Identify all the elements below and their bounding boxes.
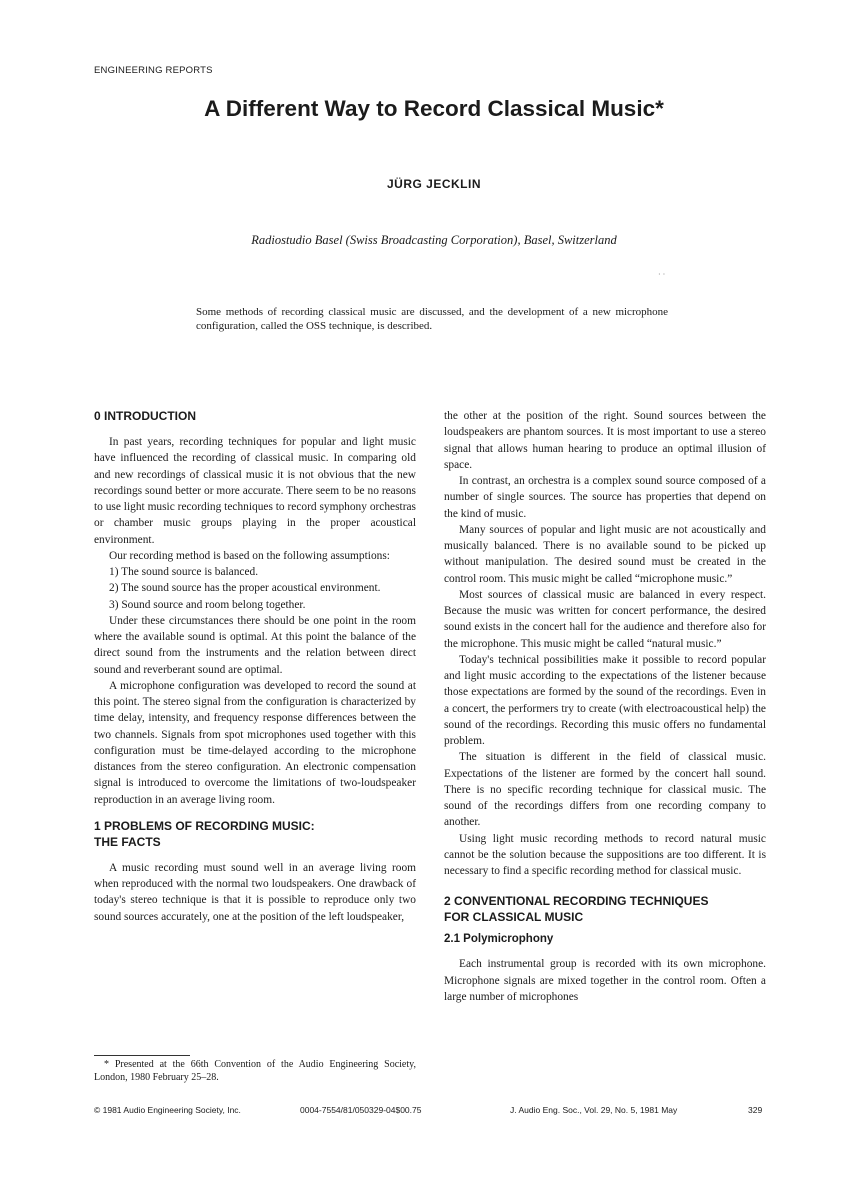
abstract: Some methods of recording classical music are discussed, and the development of a new microphone configuration, called the OSS technique, is described.: [196, 306, 668, 332]
assumption-item: 2) The sound source has the proper acoustical environment.: [109, 582, 381, 595]
footer-page-number: 329: [748, 1105, 763, 1115]
section-label: ENGINEERING REPORTS: [94, 65, 213, 76]
stray-mark: · ·: [658, 270, 666, 279]
paragraph: In contrast, an orchestra is a complex sound source composed of a number of single sources. The source has properties that depend on the kind of music.: [444, 475, 766, 520]
paper-title: A Different Way to Record Classical Music*: [204, 96, 664, 121]
section-heading-problems: [94, 818, 416, 850]
paragraph: the other at the position of the right. Sound sources between the loudspeakers are phantom sources. It is most important to use a stereo signal that allows human hearing to produce an optimal illusion of space.: [444, 410, 766, 471]
section-heading-introduction: 0 INTRODUCTION: [94, 409, 196, 423]
paragraph: Many sources of popular and light music are not acoustically and musically balanced. There is no available sound to be picked up without manipulation. The desired sound must be created in the control room. This music might be called “microphone music.”: [444, 523, 766, 585]
author-affiliation: Radiostudio Basel (Swiss Broadcasting Corporation), Basel, Switzerland: [251, 233, 617, 247]
footer-code: 0004-7554/81/050329-04$00.75: [300, 1105, 422, 1115]
footnote-rule: [94, 1055, 190, 1056]
left-column: [94, 408, 416, 925]
footnote: [94, 1059, 416, 1084]
paragraph: Most sources of classical music are balanced in every respect. Because the music was written for concert performance, the desired sound exists in the concert hall for the audience and therefore also for the microphone. This music might be called “natural music.”: [444, 588, 766, 650]
paragraph: Our recording method is based on the following assumptions:: [109, 549, 390, 562]
assumption-item: 1) The sound source is balanced.: [109, 566, 259, 578]
heading-line: FOR CLASSICAL MUSIC: [444, 910, 584, 925]
subsection-heading-polymicrophony: 2.1 Polymicrophony: [444, 933, 554, 946]
assumption-item: 3) Sound source and room belong together.: [109, 598, 306, 611]
author-name: JÜRG JECKLIN: [386, 177, 481, 191]
paragraph: Using light music recording methods to record natural music cannot be the solution because the suppositions are too different. It is necessary to find a specific recording method for classical music.: [444, 832, 766, 877]
paragraph: Each instrumental group is recorded with its own microphone. Microphone signals are mixed together in the control room. Often a large number of microphones: [444, 958, 766, 1003]
footer-copyright: © 1981 Audio Engineering Society, Inc.: [94, 1105, 241, 1115]
paragraph: A microphone configuration was developed to record the sound at this point. The stereo signal from the configuration is characterized by time delay, intensity, and frequency response differences between the two channels. Signals from spot microphones used together with this configuration must be time-delayed according to the microphone distances from the stereo configuration. An electronic compensation signal is introduced to overcome the limitations of two-loudspeaker reproduction in an average living room.: [94, 679, 416, 806]
paragraph: A music recording must sound well in an average living room when reproduced with the normal two loudspeakers. One drawback of today's stereo technique is that it is possible to reproduce only two sound sources accurately, one at the position of the left loudspeaker,: [94, 861, 416, 923]
page-footer: [94, 1105, 766, 1119]
heading-line: 2 CONVENTIONAL RECORDING TECHNIQUES: [444, 894, 709, 909]
footnote-text: * Presented at the 66th Convention of the Audio Engineering Society, London, 1980 February 25–28.: [94, 1059, 416, 1083]
heading-line: THE FACTS: [94, 834, 161, 849]
paragraph: Under these circumstances there should be one point in the room where the available sound is optimal. At this point the balance of the direct sound from the instruments and the relation between direct sound and reverberant sound are optimal.: [94, 614, 416, 676]
heading-line: 1 PROBLEMS OF RECORDING MUSIC:: [94, 818, 315, 833]
paragraph: The situation is different in the field of classical music. Expectations of the listener are formed by the concert hall sound. There is no specific recording technique for classical music. The sound of the recordings differs from one recording company to another.: [444, 751, 766, 829]
paragraph: Today's technical possibilities make it possible to record popular and light music according to the expectations of the listener because those expectations are formed by the sound of the recordings. Even in a concert, the performers try to create (with electroacoustical help) the sound of the recordings. Recording this music offers no fundamental problem.: [444, 653, 766, 747]
section-heading-conventional-techniques: [444, 893, 766, 925]
right-column: [444, 408, 766, 1005]
footer-journal: J. Audio Eng. Soc., Vol. 29, No. 5, 1981 May: [510, 1105, 678, 1115]
paragraph: In past years, recording techniques for popular and light music have influenced the recording of classical music. In comparing old and new recordings of classical music it is not obvious that the new recordings sound better or more accurate. There seem to be no reasons to use light music recording techniques to record symphony orchestras or chamber music groups playing in the proper acoustical environment.: [94, 436, 416, 546]
